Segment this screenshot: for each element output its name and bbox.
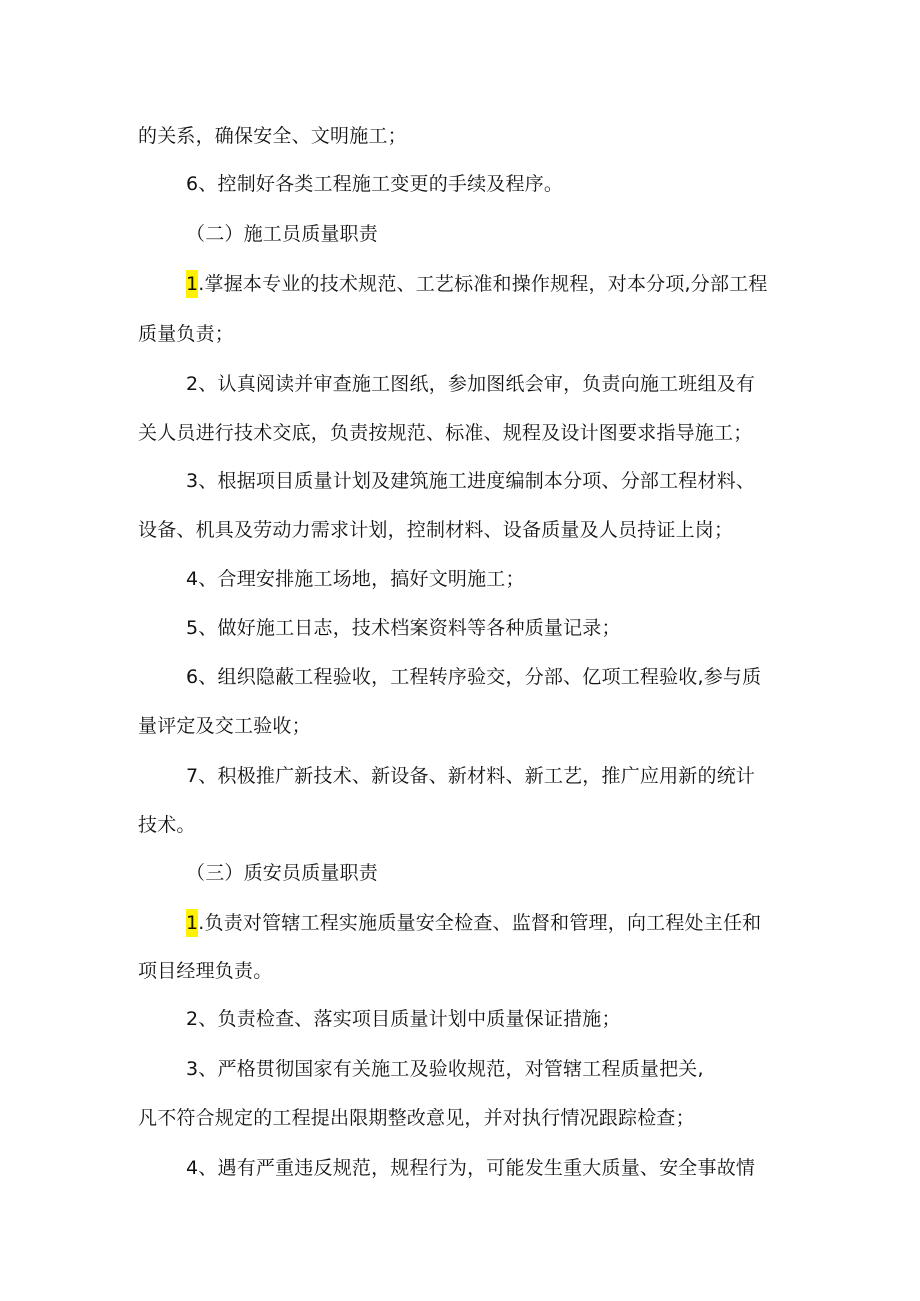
list-item-6: 6、控制好各类工程施工变更的手续及程序。 bbox=[186, 173, 564, 195]
list-item-1 bbox=[186, 271, 768, 297]
list-item-2: 2、认真阅读并审查施工图纸，参加图纸会审，负责向施工班组及有 bbox=[186, 373, 756, 395]
section-heading-2: （二）施工员质量职责 bbox=[186, 223, 379, 245]
list-item-text: .掌握本专业的技术规范、工艺标准和操作规程，对本分项,分部工程 bbox=[198, 273, 768, 295]
list-item-4: 4、合理安排施工场地，搞好文明施工； bbox=[186, 568, 525, 590]
list-item-6: 6、组织隐蔽工程验收，工程转序验交，分部、亿项工程验收,参与质 bbox=[186, 666, 762, 688]
paragraph-line: 的关系，确保安全、文明施工； bbox=[138, 125, 407, 147]
paragraph-line: 质量负责； bbox=[138, 323, 235, 345]
paragraph-line: 量评定及交工验收； bbox=[138, 715, 311, 737]
list-item-3: 3、根据项目质量计划及建筑施工进度编制本分项、分部工程材料、 bbox=[186, 470, 756, 492]
list-item-5: 5、做好施工日志，技术档案资料等各种质量记录； bbox=[186, 617, 621, 639]
paragraph-line: 设备、机具及劳动力需求计划，控制材料、设备质量及人员持证上岗； bbox=[138, 519, 734, 541]
list-item-3: 3、严格贯彻国家有关施工及验收规范，对管辖工程质量把关, bbox=[186, 1058, 704, 1080]
paragraph-line: 凡不符合规定的工程提出限期整改意见，并对执行情况跟踪检查； bbox=[138, 1107, 695, 1129]
list-item-2: 2、负责检查、落实项目质量计划中质量保证措施； bbox=[186, 1008, 621, 1030]
highlighted-number: 1 bbox=[186, 270, 198, 298]
paragraph-line: 项目经理负责。 bbox=[138, 960, 273, 982]
list-item-7: 7、积极推广新技术、新设备、新材料、新工艺，推广应用新的统计 bbox=[186, 765, 756, 787]
paragraph-line: 技术。 bbox=[138, 814, 196, 836]
paragraph-line: 关人员进行技术交底，负责按规范、标准、规程及设计图要求指导施工； bbox=[138, 422, 753, 444]
list-item-1 bbox=[186, 910, 761, 936]
section-heading-3: （三）质安员质量职责 bbox=[186, 862, 379, 884]
highlighted-number: 1 bbox=[186, 909, 198, 937]
list-item-text: .负责对管辖工程实施质量安全检查、监督和管理，向工程处主任和 bbox=[198, 912, 762, 934]
list-item-4: 4、遇有严重违反规范，规程行为，可能发生重大质量、安全事故情 bbox=[186, 1157, 756, 1179]
